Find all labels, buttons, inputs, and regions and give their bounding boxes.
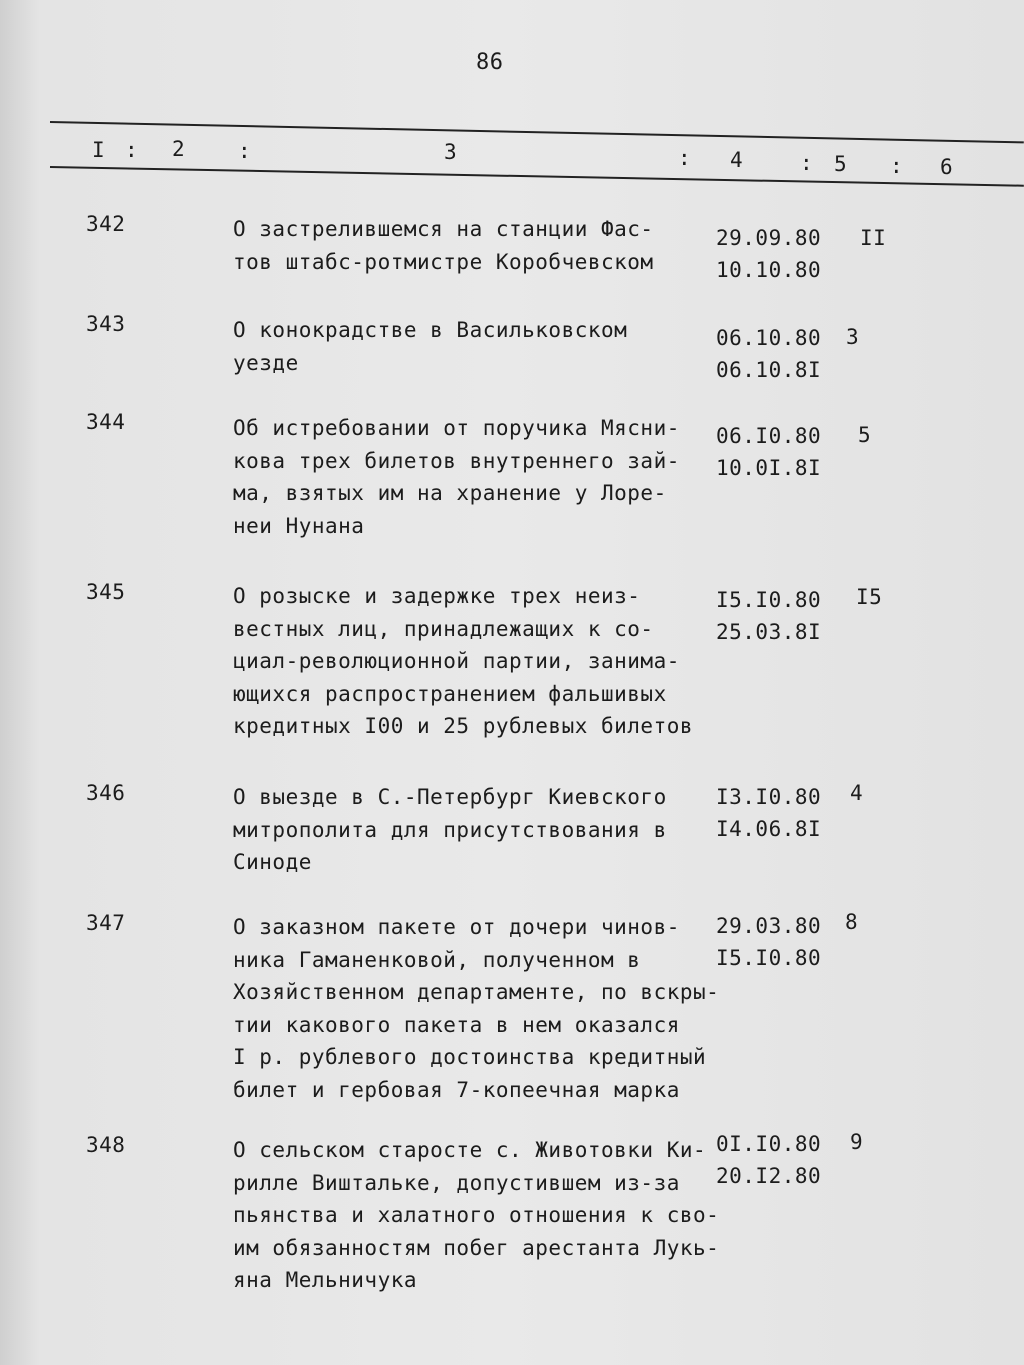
entry-number: 342 <box>86 212 126 236</box>
page-number: 86 <box>476 50 504 75</box>
header-bottom-rule <box>50 166 1024 187</box>
sheet-count: II <box>860 226 887 250</box>
header-top-rule <box>50 121 1024 143</box>
